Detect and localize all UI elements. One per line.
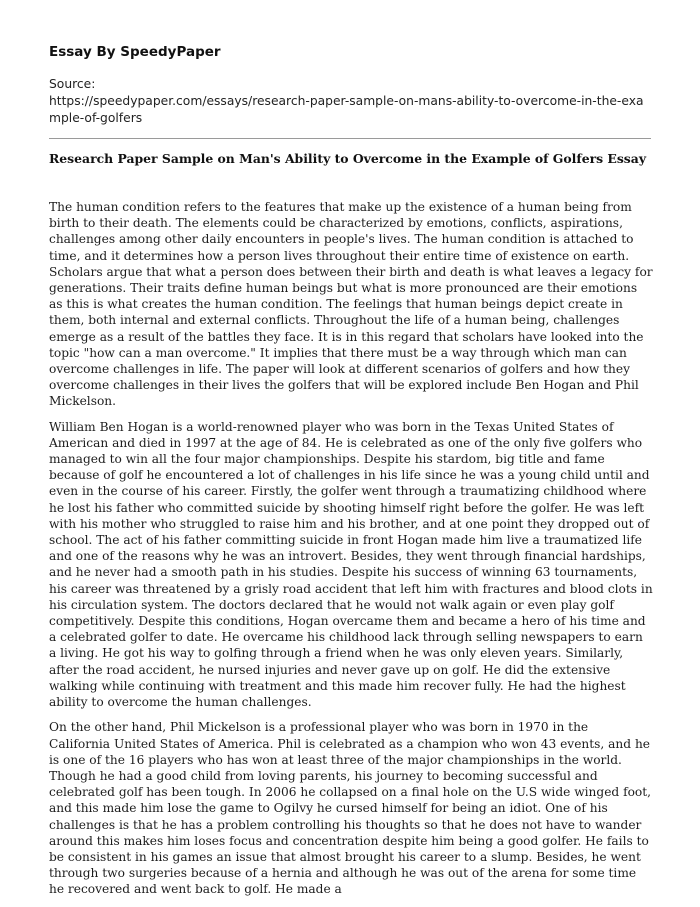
source-url-link[interactable]: https://speedypaper.com/essays/research-paper-sample-on-mans-ability-to-overcome-in-the-example-of-golfers xyxy=(49,94,644,125)
essay-paragraph-2: William Ben Hogan is a world-renowned player who was born in the Texas United States of American and died in 1997 at the age of 84. He is celebrated as one of the only five golfers who managed to win all the four major championships. Despite his stardom, big title and fame because of golf he encountered a lot of challenges in his life since he was a young child until and even in the course of his career. Firstly, the golfer went through a traumatizing childhood where he lost his father who committed suicide by shooting himself right before the golfer. He was left with his mother who struggled to raise him and his brother, and at one point they dropped out of school. The act of his father committing suicide in front Hogan made him live a traumatized life and one of the reasons why he was an introvert. Besides, they went through financial hardships, and he never had a smooth path in his studies. Despite his success of winning 63 tournaments, his career was threatened by a grisly road accident that left him with fractures and blood clots in his circulation system. The doctors declared that he would not walk again or even play golf competitively. Despite this conditions, Hogan overcame them and became a hero of his time and a celebrated golfer to date. He overcame his childhood lack through selling newspapers to earn a living. He got his way to golfing through a friend when he was only eleven years. Similarly, after the road accident, he nursed injuries and never gave up on golf. He did the extensive walking while continuing with treatment and this made him recover fully. He had the highest ability to overcome the human challenges. xyxy=(49,419,653,710)
site-title: Essay By SpeedyPaper xyxy=(49,44,221,60)
source-block xyxy=(49,76,651,127)
essay-body xyxy=(49,199,653,907)
essay-paragraph-3: On the other hand, Phil Mickelson is a professional player who was born in 1970 in the California United States of America. Phil is celebrated as a champion who won 43 events, and he is one of the 16 players who has won at least three of the major championships in the world. Though he had a good child from loving parents, his journey to becoming successful and celebrated golf has been tough. In 2006 he collapsed on a final hole on the U.S wide winged foot, and this made him lose the game to Ogilvy he cursed himself for being an idiot. One of his challenges is that he has a problem controlling his thoughts so that he does not have to wander around this makes him loses focus and concentration despite him being a good golfer. He fails to be consistent in his games an issue that almost brought his career to a slump. Besides, he went through two surgeries because of a hernia and although he was out of the arena for some time he recovered and went back to golf. He made a xyxy=(49,720,652,897)
source-label: Source: xyxy=(49,77,96,91)
essay-title: Research Paper Sample on Man's Ability to Overcome in the Example of Golfers Essay xyxy=(49,151,647,166)
header-divider xyxy=(49,138,651,139)
essay-paragraph-1: The human condition refers to the features that make up the existence of a human being from birth to their death. The elements could be characterized by emotions, conflicts, aspirations, challenges among other daily encounters in people's lives. The human condition is attached to time, and it determines how a person lives throughout their entire time of existence on earth. Scholars argue that what a person does between their birth and death is what leaves a legacy for generations. Their traits define human beings but what is more pronounced are their emotions as this is what creates the human condition. The feelings that human beings depict create in them, both internal and external conflicts. Throughout the life of a human being, challenges emerge as a result of the battles they face. It is in this regard that scholars have looked into the topic "how can a man overcome." It implies that there must be a way through which man can overcome challenges in life. The paper will look at different scenarios of golfers and how they overcome challenges in their lives the golfers that will be explored include Ben Hogan and Phil Mickelson. xyxy=(49,200,653,409)
